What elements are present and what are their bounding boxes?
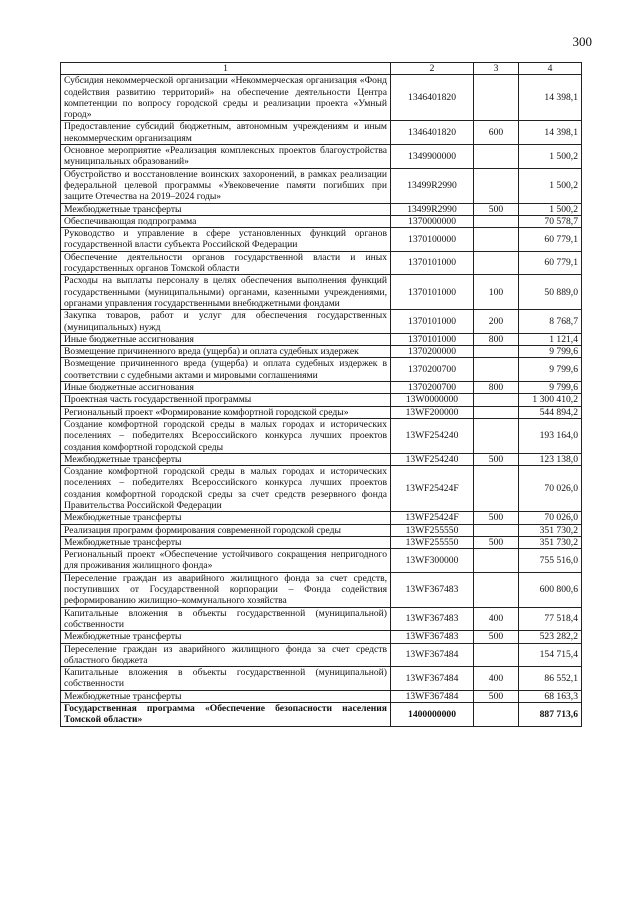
table-row: [61, 275, 582, 310]
row-expense-type: 100: [474, 275, 519, 310]
table-row: [61, 690, 582, 702]
row-expense-type: [474, 406, 519, 418]
row-name: Межбюджетные трансферты: [61, 631, 391, 643]
row-amount: 14 398,1: [519, 121, 582, 145]
row-expense-type: [474, 346, 519, 358]
table-row: [61, 251, 582, 275]
row-code: 13WF255550: [391, 524, 474, 536]
row-code: 1370200000: [391, 346, 474, 358]
row-name: Переселение граждан из аварийного жилищного фонда за счет средств, поступивших от Государственной корпорации – Фонда содействия реформированию жилищно–коммунального хозяйства: [61, 572, 391, 607]
row-amount: 887 713,6: [519, 703, 582, 727]
row-amount: 9 799,6: [519, 358, 582, 382]
row-name: Региональный проект «Формирование комфортной городской среды»: [61, 406, 391, 418]
table-body: [61, 75, 582, 726]
row-name: Руководство и управление в сфере установленных функций органов государственной власти субъекта Российской Федерации: [61, 228, 391, 252]
row-amount: 9 799,6: [519, 382, 582, 394]
row-name: Межбюджетные трансферты: [61, 203, 391, 215]
row-amount: 77 518,4: [519, 607, 582, 631]
row-code: 13WF367484: [391, 667, 474, 691]
row-expense-type: [474, 168, 519, 203]
row-name: Закупка товаров, работ и услуг для обеспечения государственных (муниципальных) нужд: [61, 310, 391, 334]
row-expense-type: [474, 228, 519, 252]
row-code: 13WF200000: [391, 406, 474, 418]
row-expense-type: 500: [474, 536, 519, 548]
row-amount: 1 500,2: [519, 203, 582, 215]
row-code: 13WF367483: [391, 607, 474, 631]
table-row: [61, 394, 582, 406]
row-name: Создание комфортной городской среды в малых городах и исторических поселениях – победителях Всероссийского конкурса лучших проектов создания комфортной городской среды: [61, 418, 391, 453]
table-row: [61, 572, 582, 607]
row-expense-type: 800: [474, 382, 519, 394]
row-amount: 68 163,3: [519, 690, 582, 702]
row-code: 13WF254240: [391, 453, 474, 465]
row-code: 13499R2990: [391, 203, 474, 215]
row-code: 13WF367484: [391, 643, 474, 667]
row-amount: 544 894,2: [519, 406, 582, 418]
row-amount: 193 164,0: [519, 418, 582, 453]
header-col-3: 3: [474, 63, 519, 75]
row-name: Государственная программа «Обеспечение безопасности населения Томской области»: [61, 703, 391, 727]
table-row: [61, 215, 582, 227]
row-code: 1346401820: [391, 121, 474, 145]
row-amount: 86 552,1: [519, 667, 582, 691]
row-code: 13499R2990: [391, 168, 474, 203]
row-name: Обеспечение деятельности органов государственной власти и иных государственных органов Томской области: [61, 251, 391, 275]
row-code: 1370101000: [391, 275, 474, 310]
row-amount: 1 500,2: [519, 145, 582, 169]
table-row: [61, 346, 582, 358]
row-amount: 1 500,2: [519, 168, 582, 203]
row-expense-type: 500: [474, 512, 519, 524]
row-code: 1370000000: [391, 215, 474, 227]
row-expense-type: 500: [474, 203, 519, 215]
row-code: 1370200700: [391, 382, 474, 394]
row-code: 13WF367483: [391, 572, 474, 607]
row-amount: 50 889,0: [519, 275, 582, 310]
row-amount: 755 516,0: [519, 549, 582, 573]
row-expense-type: [474, 145, 519, 169]
row-code: 1349900000: [391, 145, 474, 169]
row-name: Предоставление субсидий бюджетным, автономным учреждениям и иным некоммерческим организациям: [61, 121, 391, 145]
row-amount: 8 768,7: [519, 310, 582, 334]
row-expense-type: 400: [474, 607, 519, 631]
row-amount: 351 730,2: [519, 536, 582, 548]
row-expense-type: 500: [474, 631, 519, 643]
row-code: 1370101000: [391, 251, 474, 275]
header-col-4: 4: [519, 63, 582, 75]
row-amount: 70 026,0: [519, 466, 582, 512]
row-expense-type: 600: [474, 121, 519, 145]
row-code: 13WF254240: [391, 418, 474, 453]
row-name: Создание комфортной городской среды в малых городах и исторических поселениях – победителях Всероссийского конкурса лучших проектов создания комфортной городской среды за счет средств резервного фонда Правительства Российской Федерации: [61, 466, 391, 512]
row-expense-type: [474, 215, 519, 227]
row-expense-type: [474, 358, 519, 382]
table-row: [61, 512, 582, 524]
row-code: 1370100000: [391, 228, 474, 252]
row-code: 13WF367483: [391, 631, 474, 643]
table-row: [61, 203, 582, 215]
table-row: [61, 524, 582, 536]
row-expense-type: [474, 549, 519, 573]
row-code: 1346401820: [391, 75, 474, 121]
row-code: 13WF25424F: [391, 466, 474, 512]
table-header-row: [61, 63, 582, 75]
row-amount: 14 398,1: [519, 75, 582, 121]
table-row: [61, 466, 582, 512]
table-row: [61, 333, 582, 345]
row-expense-type: [474, 75, 519, 121]
table-row: [61, 667, 582, 691]
row-name: Возмещение причиненного вреда (ущерба) и оплата судебных издержек в соответствии с судебными актами и мировыми соглашениями: [61, 358, 391, 382]
row-code: 1370101000: [391, 333, 474, 345]
row-expense-type: 200: [474, 310, 519, 334]
row-name: Межбюджетные трансферты: [61, 512, 391, 524]
table-row: [61, 406, 582, 418]
table-row: [61, 607, 582, 631]
row-name: Проектная часть государственной программы: [61, 394, 391, 406]
row-code: 13WF255550: [391, 536, 474, 548]
row-name: Межбюджетные трансферты: [61, 536, 391, 548]
header-col-1: 1: [61, 63, 391, 75]
table-row: [61, 703, 582, 727]
row-expense-type: 500: [474, 453, 519, 465]
row-name: Расходы на выплаты персоналу в целях обеспечения выполнения функций государственными (муниципальными) органами, казенными учреждениями, органами управления государственными внебюджетными фондами: [61, 275, 391, 310]
table-row: [61, 145, 582, 169]
row-name: Обеспечивающая подпрограмма: [61, 215, 391, 227]
row-amount: 123 138,0: [519, 453, 582, 465]
row-code: 13WF300000: [391, 549, 474, 573]
row-amount: 1 300 410,2: [519, 394, 582, 406]
row-name: Региональный проект «Обеспечение устойчивого сокращения непригодного для проживания жилищного фонда»: [61, 549, 391, 573]
row-name: Обустройство и восстановление воинских захоронений, в рамках реализации федеральной целевой программы «Увековечение памяти погибших при защите Отечества на 2019–2024 годы»: [61, 168, 391, 203]
table-row: [61, 310, 582, 334]
row-amount: 70 578,7: [519, 215, 582, 227]
row-expense-type: [474, 703, 519, 727]
row-expense-type: [474, 572, 519, 607]
row-code: 1370101000: [391, 310, 474, 334]
table-row: [61, 549, 582, 573]
table-row: [61, 358, 582, 382]
row-expense-type: 500: [474, 690, 519, 702]
row-amount: 9 799,6: [519, 346, 582, 358]
row-name: Основное мероприятие «Реализация комплексных проектов благоустройства муниципальных образований»: [61, 145, 391, 169]
row-code: 13WF367484: [391, 690, 474, 702]
page-number: 300: [572, 34, 592, 49]
row-name: Переселение граждан из аварийного жилищного фонда за счет средств областного бюджета: [61, 643, 391, 667]
table-row: [61, 75, 582, 121]
row-amount: 60 779,1: [519, 228, 582, 252]
table-row: [61, 631, 582, 643]
row-expense-type: [474, 466, 519, 512]
row-expense-type: [474, 251, 519, 275]
table-row: [61, 418, 582, 453]
row-code: 13W0000000: [391, 394, 474, 406]
header-col-2: 2: [391, 63, 474, 75]
row-expense-type: [474, 418, 519, 453]
row-name: Реализация программ формирования современной городской среды: [61, 524, 391, 536]
row-amount: 1 121,4: [519, 333, 582, 345]
row-amount: 70 026,0: [519, 512, 582, 524]
table-row: [61, 382, 582, 394]
row-name: Возмещение причиненного вреда (ущерба) и оплата судебных издержек: [61, 346, 391, 358]
row-code: 1400000000: [391, 703, 474, 727]
table-row: [61, 168, 582, 203]
row-expense-type: [474, 643, 519, 667]
row-name: Межбюджетные трансферты: [61, 690, 391, 702]
budget-table: [60, 62, 582, 727]
row-name: Межбюджетные трансферты: [61, 453, 391, 465]
table-row: [61, 121, 582, 145]
row-expense-type: [474, 394, 519, 406]
row-amount: 60 779,1: [519, 251, 582, 275]
table-row: [61, 643, 582, 667]
row-name: Иные бюджетные ассигнования: [61, 382, 391, 394]
row-name: Капитальные вложения в объекты государственной (муниципальной) собственности: [61, 607, 391, 631]
row-expense-type: [474, 524, 519, 536]
row-code: 13WF25424F: [391, 512, 474, 524]
row-amount: 351 730,2: [519, 524, 582, 536]
row-expense-type: 400: [474, 667, 519, 691]
row-amount: 523 282,2: [519, 631, 582, 643]
row-expense-type: 800: [474, 333, 519, 345]
table-row: [61, 536, 582, 548]
row-code: 1370200700: [391, 358, 474, 382]
row-name: Иные бюджетные ассигнования: [61, 333, 391, 345]
table-row: [61, 453, 582, 465]
row-name: Субсидия некоммерческой организации «Некоммерческая организация «Фонд содействия развитию территорий» на обеспечение деятельности Центра компетенции по вопросу городской среды и реализации проекта «Умный город»: [61, 75, 391, 121]
row-amount: 600 800,6: [519, 572, 582, 607]
row-name: Капитальные вложения в объекты государственной (муниципальной) собственности: [61, 667, 391, 691]
table-row: [61, 228, 582, 252]
row-amount: 154 715,4: [519, 643, 582, 667]
